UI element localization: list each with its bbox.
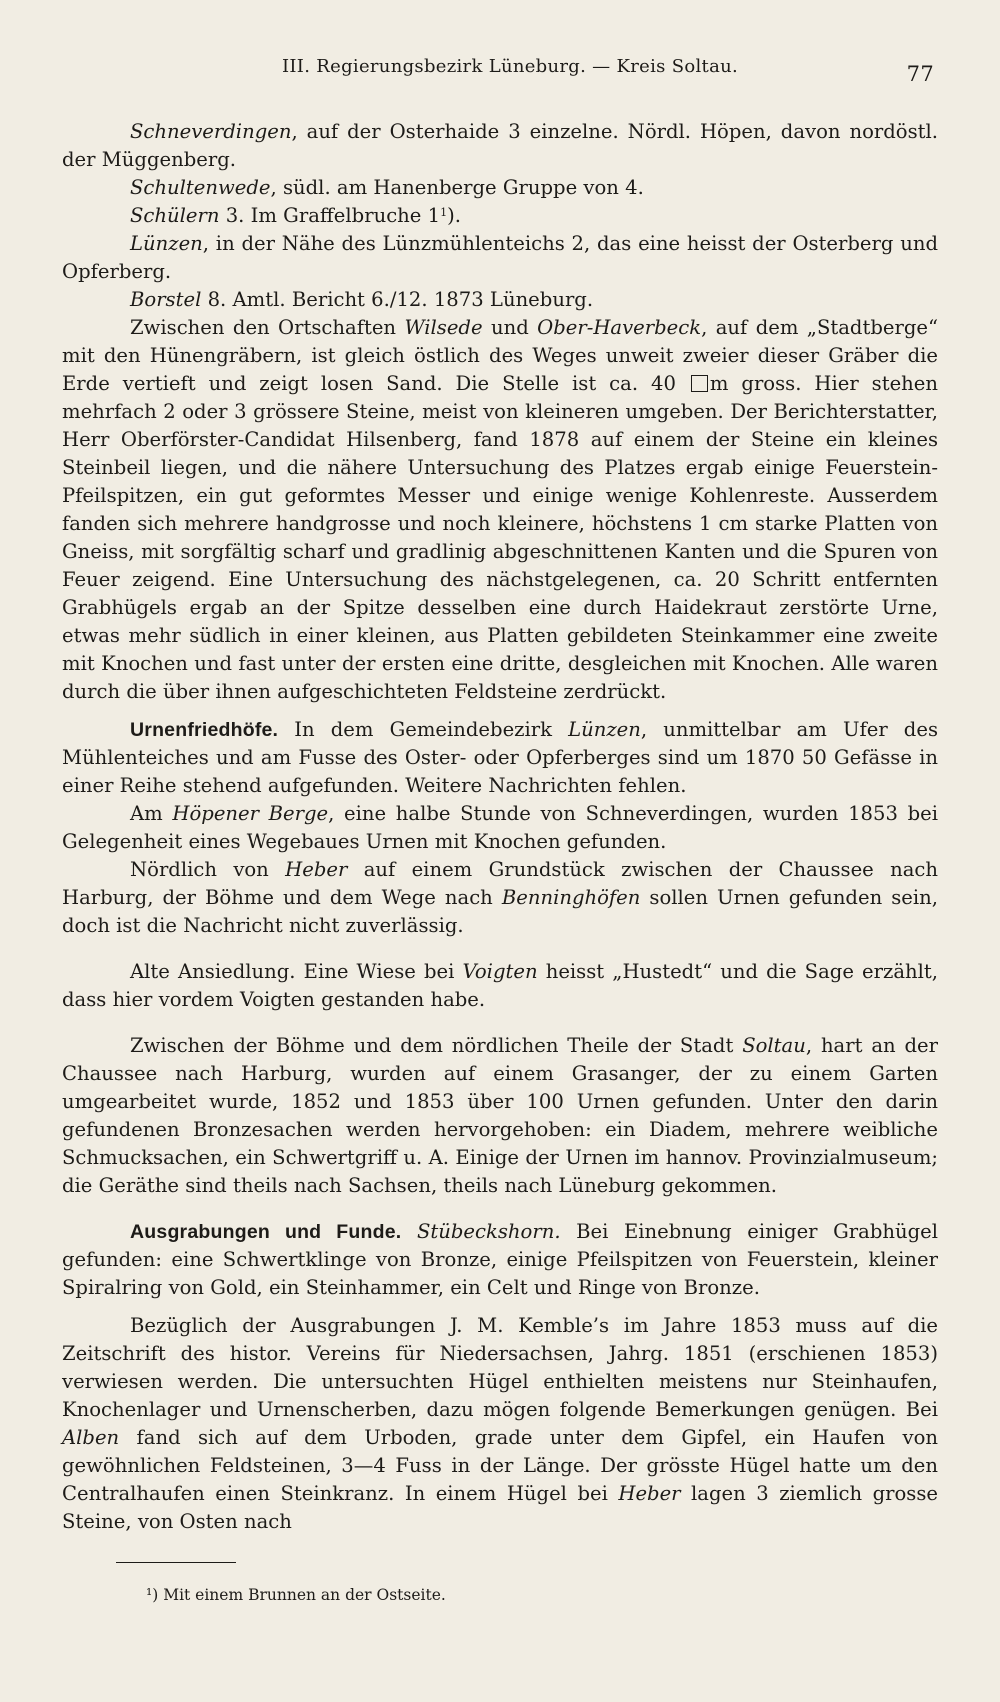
running-title: III. Regierungsbezirk Lüneburg. — Kreis Soltau. <box>281 56 739 77</box>
page-number: 77 <box>906 62 934 86</box>
footnote-1: ¹) Mit einem Brunnen an der Ostseite. <box>146 1586 446 1604</box>
footnote-reference: 1 <box>440 206 448 219</box>
place-name: Schultenwede <box>130 176 271 199</box>
footnotes <box>62 1562 938 1606</box>
place-name: Schneverdingen <box>130 120 292 143</box>
section-heading-urnenfriedhoefe: Urnenfriedhöfe. <box>130 719 279 741</box>
paragraph-heber: Nördlich von Heber auf einem Grundstück zwischen der Chaussee nach Harburg, der Böhme und dem Wege nach Benninghöfen sollen Urnen gefunden sein, doch ist die Nachricht nicht zuverlässig. <box>62 858 938 937</box>
entry-borstel: Borstel 8. Amtl. Bericht 6./12. 1873 Lüneburg. <box>130 288 594 311</box>
entry-luenzen: Lünzen, in der Nähe des Lünzmühlenteichs 2, das eine heisst der Osterberg und Opferberg. <box>62 232 938 283</box>
page-body <box>62 118 938 1536</box>
entry-schuelern: Schülern 3. Im Graffelbruche $1^1$). <box>130 204 461 227</box>
page-header <box>62 56 938 92</box>
paragraph-urnenfriedhoefe: Urnenfriedhöfe. In dem Gemeindebezirk Lünzen, unmittelbar am Ufer des Mühlenteiches und am Fusse des Oster- oder Opferberges sind um 1870 50 Gefässe in einer Reihe stehend aufgefunden. Weitere Nachrichten fehlen. <box>62 718 938 797</box>
paragraph-stadtberge: Zwischen den Ortschaften Wilsede und Ober-Haverbeck, auf dem „Stadtberge“ mit den Hünengräbern, ist gleich östlich des Weges unweit zweier dieser Gräber die Erde vertieft und zeigt losen Sand. Die Stelle ist ca. 40 m gross. Hier stehen mehrfach 2 oder 3 grössere Steine, meist von kleineren umgeben. Der Berichterstatter, Herr Oberförster-Candidat Hilsenberg, fand 1878 auf einem der Steine ein kleines Steinbeil liegen, und die nähere Untersuchung des Platzes ergab einige Feuerstein-Pfeilspitzen, ein gut geformtes Messer und einige wenige Kohlenreste. Ausserdem fanden sich mehrere handgrosse und noch kleinere, höchstens 1 cm starke Platten von Gneiss, mit sorgfältig scharf und gradlinig abgeschnittenen Kanten und die Spuren von Feuer zeigend. Eine Untersuchung des nächstgelegenen, ca. 20 Schritt entfernten Grabhügels ergab an der Spitze desselben eine durch Haidekraut zerstörte Urne, etwas mehr südlich in einer kleinen, aus Platten gebildeten Steinkammer eine zweite mit Knochen und fast unter der ersten eine dritte, desgleichen mit Knochen. Alle waren durch die über ihnen aufgeschichteten Feldsteine zerdrückt. <box>62 316 939 703</box>
section-heading-ausgrabungen: Ausgrabungen und Funde. <box>130 1221 402 1243</box>
place-name: Lünzen <box>130 232 203 255</box>
paragraph-alte-ansiedlung: Alte Ansiedlung. Eine Wiese bei Voigten heisst „Hustedt“ und die Sage erzählt, dass hier vordem Voigten gestanden habe. <box>62 960 938 1011</box>
paragraph-hoepener-berge: Am Höpener Berge, eine halbe Stunde von Schneverdingen, wurden 1853 bei Gelegenheit eines Wegebaues Urnen mit Knochen gefunden. <box>62 802 938 853</box>
paragraph-ausgrabungen: Ausgrabungen und Funde. Stübeckshorn. Bei Einebnung einiger Grabhügel gefunden: eine Schwertklinge von Bronze, einige Pfeilspitzen von Feuerstein, kleiner Spiralring von Gold, ein Steinhammer, ein Celt und Ringe von Bronze. <box>62 1220 939 1299</box>
entry-schultenwede: Schultenwede, südl. am Hanenberge Gruppe von 4. <box>130 176 644 199</box>
paragraph-kemble: Bezüglich der Ausgrabungen J. M. Kemble’s im Jahre 1853 muss auf die Zeitschrift des histor. Vereins für Niedersachsen, Jahrg. 1851 (erschienen 1853) verwiesen werden. Die untersuchten Hügel enthielten meistens nur Steinhaufen, Knochenlager und Urnenscherben, dazu mögen folgende Bemerkungen genügen. Bei Alben fand sich auf dem Urboden, grade unter dem Gipfel, ein Haufen von gewöhnlichen Feldsteinen, 3—4 Fuss in der Länge. Der grösste Hügel hatte um den Centralhaufen einen Steinkranz. In einem Hügel bei Heber lagen 3 ziemlich grosse Steine, von Osten nach <box>62 1314 939 1533</box>
entry-schneverdingen: Schneverdingen, auf der Osterhaide 3 einzelne. Nördl. Höpen, davon nordöstl. der Müggenberg. <box>62 120 938 171</box>
paragraph-soltau: Zwischen der Böhme und dem nördlichen Theile der Stadt Soltau, hart an der Chaussee nach Harburg, wurden auf einem Grasanger, der zu einem Garten umgearbeitet wurde, 1852 und 1853 über 100 Urnen gefunden. Unter den darin gefundenen Bronzesachen werden hervorgehoben: ein Diadem, mehrere weibliche Schmucksachen, ein Schwertgriff u. A. Einige der Urnen im hannov. Provinzialmuseum; die Geräthe sind theils nach Sachsen, theils nach Lüneburg gekommen. <box>62 1034 938 1197</box>
footnote-rule <box>116 1562 236 1563</box>
place-name: Borstel <box>130 288 202 311</box>
footnote-mark: ¹) <box>146 1586 159 1604</box>
place-name: Schülern <box>130 204 220 227</box>
square-unit-icon <box>691 375 708 392</box>
